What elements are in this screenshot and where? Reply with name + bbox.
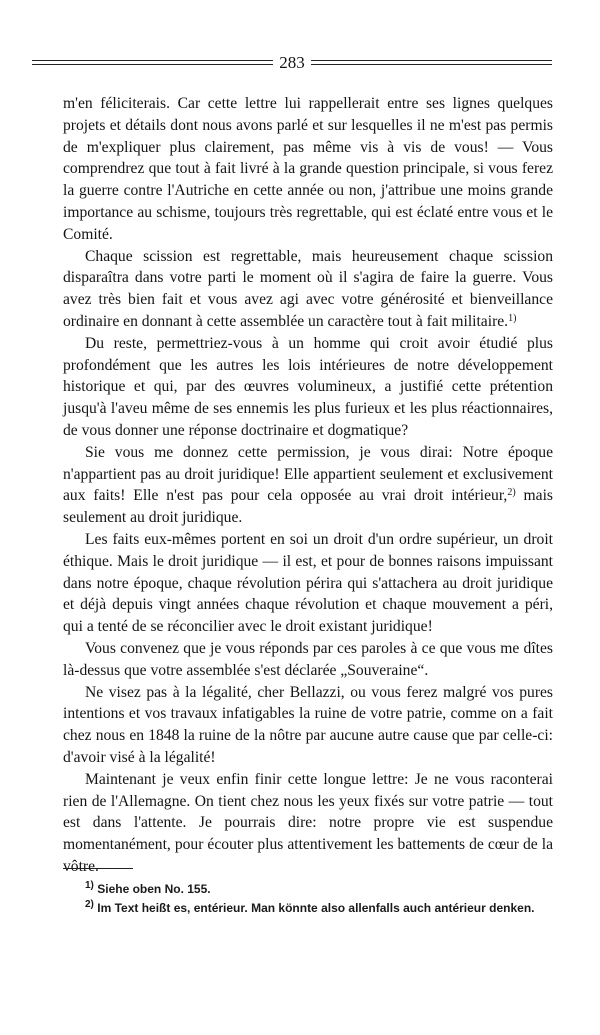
paragraph-continuation: m'en féliciterais. Car cette lettre lui rappellerait entre ses lignes quelques projets et détails dont nous avons parlé et sur lesquelles il ne m'est pas permis de m'expliquer plus clairement, pas même vis à vis de vous! — Vous comprendrez que tout à fait livré à la grande question principale, si vous ferez la guerre contre l'Autriche en cette année ou non, j'attribue une moins grande importance au schisme, toujours très regrettable, qui est éclaté entre vous et le Comité. [63,95,553,243]
footnote-mark: 1) [85,880,94,891]
footnotes [63,880,553,918]
footnote-mark: 2) [85,899,94,910]
footnote-2 [63,899,553,918]
footnote-ref-1: 1) [508,312,517,324]
paragraph-text: Sie vous me donnez cette permission, je vous dirai: Notre époque n'appartient pas au droit juridique! Elle appartient seulement et exclusivement aux faits! Elle n'est pas pour cela opposée au vrai droit intérieur, [63,443,553,505]
paragraph-scission [63,246,553,333]
paragraph-maintenant: Maintenant je veux enfin finir cette longue lettre: Je ne vous raconterai rien de l'Allemagne. On tient chez nous les yeux fixés sur votre patrie — tout est dans l'attente. Je pourrais dire: notre propre vie est suspendue momentanément, pour écouter plus attentivement les battements de cœur de la vôtre. [63,770,553,875]
footnote-text: Siehe oben No. 155. [93,882,211,896]
paragraph-souveraine: Vous convenez que je vous réponds par ces paroles à ce que vous me dîtes là-dessus que votre assemblée s'est déclarée „Souveraine“. [63,639,553,679]
footnote-text: Im Text heißt es, entérieur. Man könnte also allenfalls auch antérieur denken. [93,901,535,915]
paragraph-legalite: Ne visez pas à la légalité, cher Bellazzi, ou vous ferez malgré vos pures intentions et vos travaux infatigables la ruine de votre patrie, comme on a fait chez nous en 1848 la ruine de la nôtre par aucune autre cause que par celle-ci: d'avoir visé à la légalité! [63,683,553,766]
paragraph-faits: Les faits eux-mêmes portent en soi un droit d'un ordre supérieur, un droit éthique. Mais le droit juridique — il est, et pour de bonnes raisons impuissant dans notre époque, chaque révolution périra qui s'attachera au droit juridique et déjà depuis vingt années chaque révolution et chaque mouvement a péri, qui a tenté de se réconcilier avec le droit existant juridique! [63,530,553,636]
footnote-ref-2: 2) [507,487,516,499]
paragraph-notre-epoque [63,442,553,529]
footnote-separator [63,868,133,869]
footnote-1 [63,880,553,899]
paragraph-du-reste: Du reste, permettriez-vous à un homme qui croit avoir étudié plus profondément que les autres les lois intérieures de notre développement historique et qui, par des œuvres volumineux, a justifié cette prétention jusqu'à l'aveu même de ses ennemis les plus furieux et les plus réactionnaires, de vous donner une réponse doctrinaire et dogmatique? [63,334,553,439]
page-number: 283 [279,52,305,72]
letter-body [63,93,553,878]
page-header [32,50,552,74]
header-rule-left [32,60,273,65]
paragraph-text: Chaque scission est regrettable, mais heureusement chaque scission disparaîtra dans votre parti le moment où il s'agira de faire la guerre. Vous avez très bien fait et vous avez agi avec votre générosité et bienveillance ordinaire en donnant à cette assemblée un caractère tout à fait militaire. [63,247,553,330]
header-rule-right [311,60,552,65]
paragraph-text-tail: mais seulement au droit juridique. [63,487,553,527]
